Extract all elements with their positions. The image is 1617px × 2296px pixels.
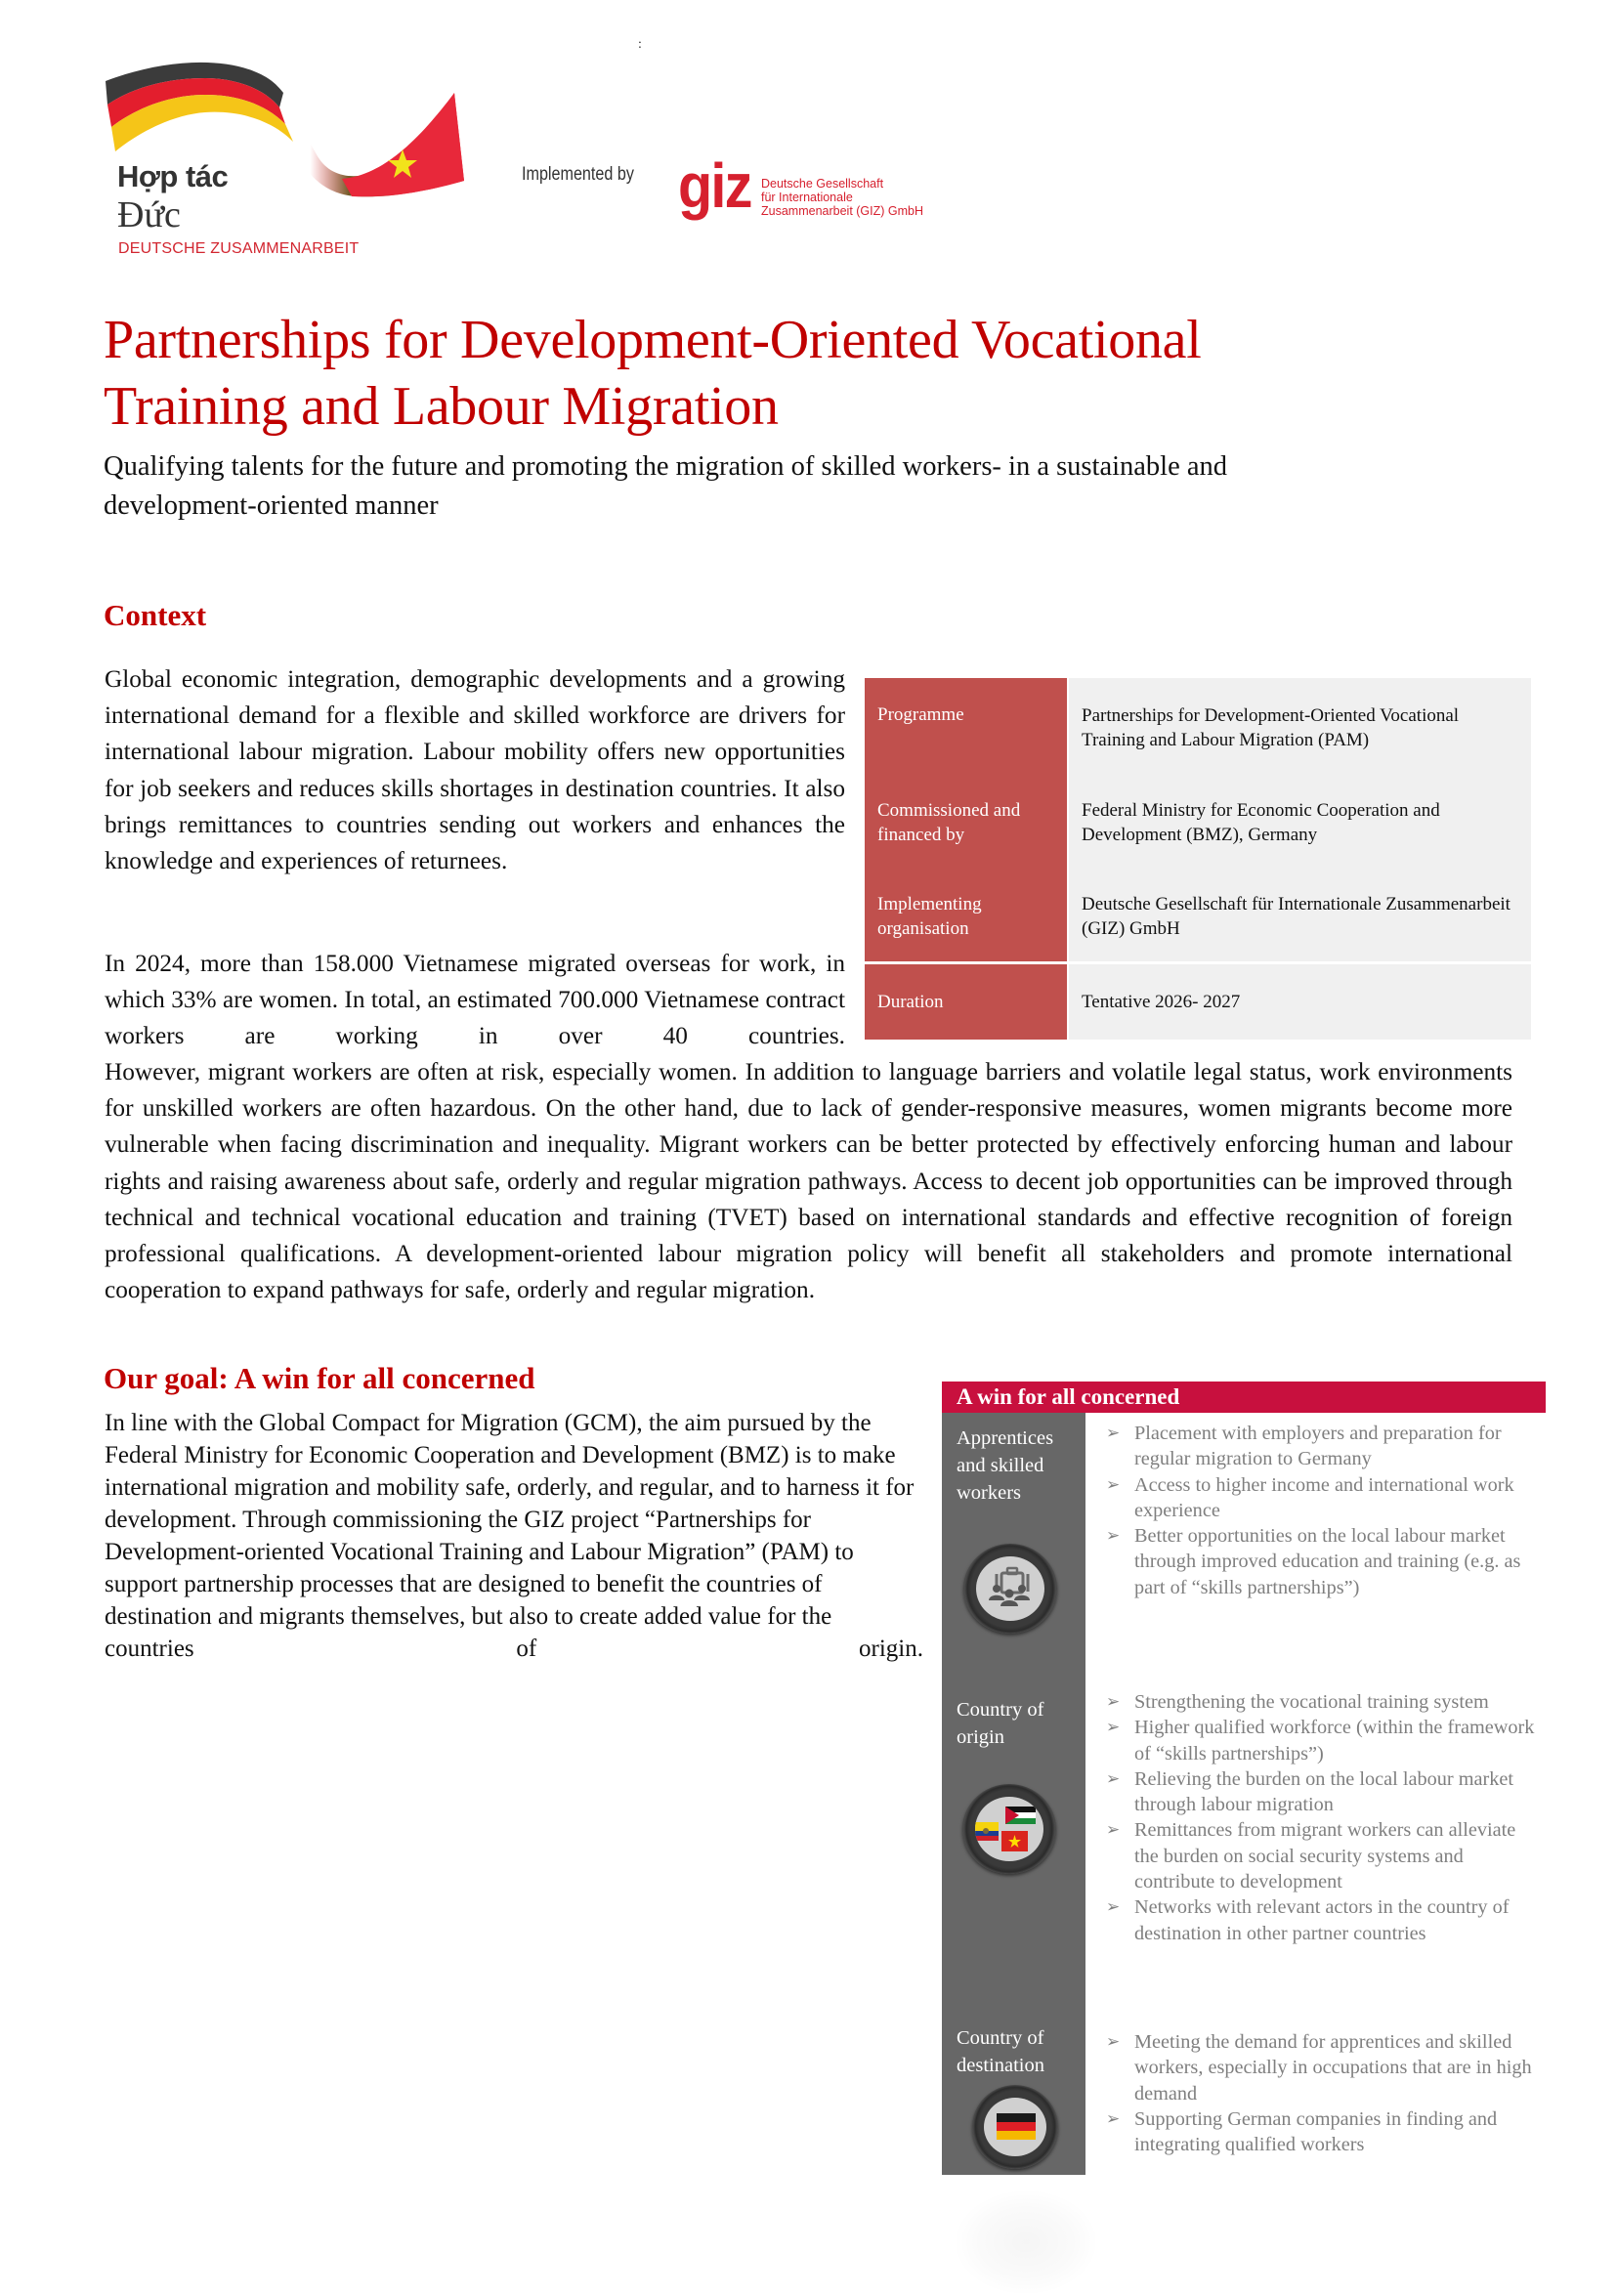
table-label-programme: Programme	[877, 704, 964, 725]
list-item: ➢ Meeting the demand for apprentices and skilled workers, especially in occupations that are in high demand	[1106, 2031, 1532, 2105]
list-item: ➢ Networks with relevant actors in the country of destination in other partner countries	[1106, 1896, 1510, 1944]
bullet-list-apprentices	[1104, 1421, 1544, 1600]
giz-logo-line: Zusammenarbeit (GIZ) GmbH	[761, 204, 924, 218]
win-panel-category-column	[942, 1413, 1085, 2175]
goal-paragraph: In line with the Global Compact for Migration (GCM), the aim pursued by the Federal Ministry for Economic Cooperation and Development (BMZ) is to make international migration and mobility safe, orderly, and regular, and to harness it for development. Through commissioning the GIZ project “Partnerships for Development-oriented Vocational Training and Labour Migration” (PAM) to support partnership processes that are designed to benefit the countries of destination and migrants themselves, but also to create added value for the countries of origin.	[105, 1410, 923, 1662]
win-panel-header	[942, 1382, 1546, 1413]
logo-text-deutsche-zusammenarbeit: DEUTSCHE ZUSAMMENARBEIT	[118, 240, 360, 257]
stray-mark: :	[638, 37, 642, 52]
table-label-duration: Duration	[877, 992, 944, 1012]
logo-text-duc: Đức	[117, 194, 181, 235]
arrow-bullet-icon: ➢	[1106, 1692, 1121, 1712]
arrow-bullet-icon: ➢	[1106, 1526, 1121, 1547]
subtitle-line-2: development-oriented manner	[104, 490, 439, 521]
table-row-group	[865, 678, 1531, 961]
table-label-commissioned: Commissioned and financed by	[877, 800, 1021, 845]
list-item: ➢ Remittances from migrant workers can alleviate the burden on social security systems and contribute to development	[1106, 1819, 1516, 1893]
people-luggage-icon	[963, 1544, 1057, 1634]
category-label-origin: Country of origin	[957, 1699, 1044, 1748]
table-value-commissioned: Federal Ministry for Economic Cooperation and Development (BMZ), Germany	[1082, 800, 1440, 845]
table-label-column	[865, 678, 1067, 961]
giz-logo-line: Deutsche Gesellschaft	[761, 177, 884, 191]
list-item: ➢ Relieving the burden on the local labour market through labour migration	[1106, 1767, 1514, 1816]
table-value-implementing: Deutsche Gesellschaft für Internationale Zusammenarbeit (GIZ) GmbH	[1082, 894, 1511, 939]
origin-flags-icon	[962, 1784, 1056, 1874]
germany-flag-icon	[972, 2085, 1058, 2169]
page-title-line-2: Training and Labour Migration	[104, 376, 779, 437]
list-item: ➢ Strengthening the vocational training system	[1104, 1689, 1544, 1715]
arrow-bullet-icon: ➢	[1106, 1718, 1121, 1738]
win-panel-title: A win for all concerned	[957, 1384, 1180, 1409]
table-value-duration: Tentative 2026- 2027	[1082, 992, 1241, 1012]
list-item: ➢ Access to higher income and international work experience	[1106, 1473, 1514, 1521]
giz-logo-wordmark: giz	[678, 150, 751, 221]
bullet-list-destination	[1104, 2029, 1544, 2157]
arrow-bullet-icon: ➢	[1106, 2032, 1121, 2052]
table-value-programme: Partnerships for Development-Oriented Vocational Training and Labour Migration (PAM)	[1082, 705, 1460, 750]
category-label-apprentices: Apprentices and skilled workers	[957, 1427, 1054, 1504]
context-heading: Context	[104, 598, 207, 632]
table-row-duration	[865, 964, 1531, 1040]
arrow-bullet-icon: ➢	[1106, 1820, 1121, 1841]
programme-info-table	[865, 678, 1531, 1040]
category-label-destination: Country of destination	[957, 2027, 1044, 2076]
arrow-bullet-icon: ➢	[1106, 1424, 1121, 1443]
decorative-shadow	[953, 2189, 1099, 2296]
bullet-list-origin	[1104, 1689, 1544, 1946]
giz-logo-line: für Internationale	[761, 191, 853, 204]
list-item: ➢ Better opportunities on the local labour market through improved education and training (e.g. as part of “skills partnerships”)	[1106, 1525, 1521, 1598]
implemented-by-label: Implemented by	[522, 164, 634, 185]
subtitle-line-1: Qualifying talents for the future and promoting the migration of skilled workers- in a sustainable and	[104, 451, 1228, 482]
context-paragraph-2-narrow: In 2024, more than 158.000 Vietnamese migrated overseas for work, in which 33% are women. In total, an estimated 700.000 Vietnamese contract workers are working in over 40 countries.	[105, 950, 845, 1050]
table-label-cell	[865, 964, 1067, 1040]
table-value-cell	[1069, 964, 1531, 1040]
context-paragraph-2-wide: However, migrant workers are often at risk, especially women. In addition to language barriers and volatile legal status, work environments for unskilled workers are often hazardous. On the other hand, due to lack of gender-responsive measures, women migrants become more vulnerable when facing discrimination and inequality. Migrant workers can be better protected by effectively enforcing human and labour rights and raising awareness about safe, orderly and regular migration pathways. Access to decent job opportunities can be improved through technical and technical vocational education and training (TVET) based on international standards and effective recognition of foreign professional qualifications. A development-oriented labour migration policy will benefit all stakeholders and promote international cooperation to expand pathways for safe, orderly and regular migration.	[105, 1058, 1512, 1304]
goal-heading: Our goal: A win for all concerned	[104, 1361, 535, 1395]
list-item: ➢ Supporting German companies in finding and integrating qualified workers	[1106, 2107, 1498, 2156]
arrow-bullet-icon: ➢	[1106, 2108, 1121, 2129]
arrow-bullet-icon: ➢	[1106, 1897, 1121, 1918]
giz-logo-text	[761, 177, 923, 218]
arrow-bullet-icon: ➢	[1106, 1768, 1121, 1789]
logo-text-hop-tac: Hợp tác	[117, 159, 229, 193]
table-value-column	[1069, 678, 1531, 961]
list-item: ➢ Higher qualified workforce (within the framework of “skills partnerships”)	[1106, 1717, 1535, 1765]
context-paragraph-1: Global economic integration, demographic developments and a growing international demand for a flexible and skilled workforce are drivers for international labour migration. Labour mobility offers new opportunities for job seekers and reduces skills shortages in destination countries. It also brings remittances to countries sending out workers and enhances the knowledge and experiences of returnees.	[105, 665, 845, 875]
page-title-line-1: Partnerships for Development-Oriented Vocational	[104, 310, 1202, 370]
arrow-bullet-icon: ➢	[1106, 1474, 1121, 1495]
list-item: ➢ Placement with employers and preparation for regular migration to Germany	[1106, 1423, 1502, 1470]
table-label-implementing: Implementing organisation	[877, 894, 982, 939]
